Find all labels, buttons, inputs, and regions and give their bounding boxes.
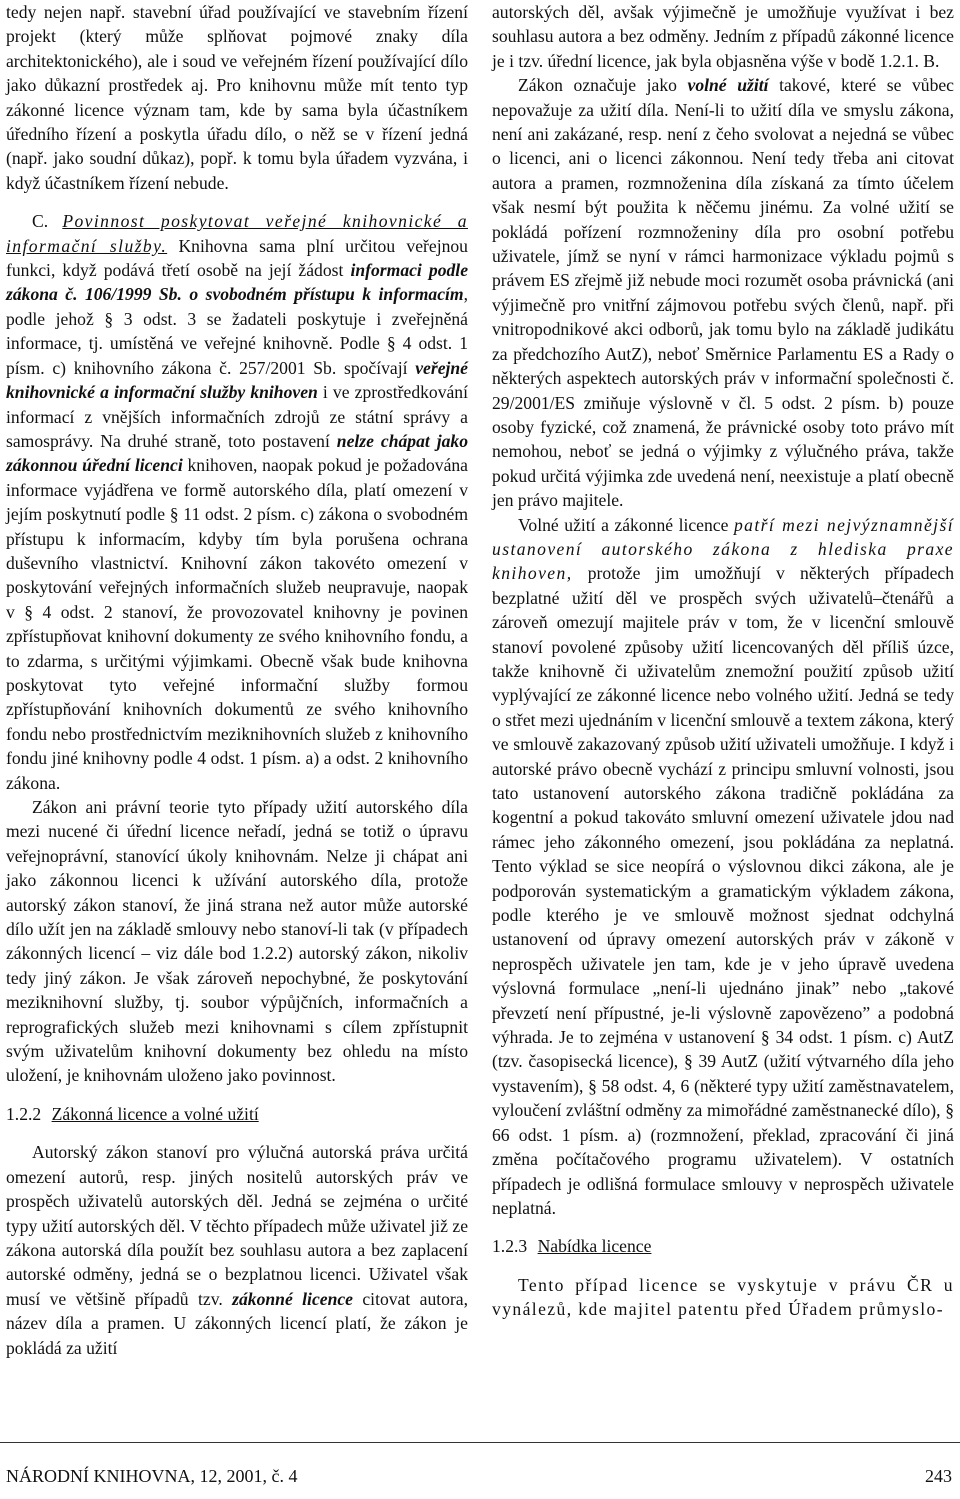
left-column (6, 0, 468, 1360)
paragraph (6, 1140, 468, 1360)
footer-divider (0, 1442, 960, 1443)
text-run: knihoven, naopak pokud je požadována informace vyjádřena ve formě autorského díla, platí omezení v jejím poskytnutí podle § 11 odst. 2 písm. c) zákona o svobodném přístupu k informacím, kdyby tím byla porušena ochrana duševního vlastnictví. Knihovní zákon takovéto omezení v poskytování veřejných informačních služeb neupravuje, naopak v § 4 odst. 2 stanoví, že provozovatel knihovny je povinen zpřístupňovat knihovní dokumenty ze svého knihovního fondu, a to zdarma, s určitými výjimkami. Obecně však bude knihovna poskytovat tyto veřejné informační služby formou zpřístupňování knihovních dokumentů ze svého knihovního fondu nebo prostřednictvím meziknihovních služeb z knihovního fondu jiné knihovny podle 4 odst. 1 písm. a) a odst. 2 knihovního zákona. (6, 455, 468, 793)
paragraph: autorských děl, avšak výjimečně je umožňuje využívat i bez souhlasu autora a bez odměny. Jedním z případů zákonné licence je i tzv. úřední licence, jak byla objasněna výše v bodě 1.2.1. B. (492, 2, 954, 71)
text-run: citovat autora, název díla a pramen. U zákonných licencí platí, že zákon je pokládá za užití (6, 1288, 468, 1358)
text-run: Autorský zákon stanoví pro výlučná autorská práva určitá omezení autorů, resp. jiných nositelů autorských práv ve prospěch uživatelů autorských děl. Jedná se zejména o určité typy užití autorských děl. V těchto případech může uživatel již ze zákona autorská díla použít bez souhlasu autora a bez zaplacení autorské odměny, jedná se o bezplatnou licenci. Uživatel však musí ve většině případů tzv. (6, 1142, 468, 1309)
emphasis-text: zákonné licence (232, 1288, 353, 1309)
section-title: Zákonná licence a volné užití (51, 1103, 259, 1124)
right-column (492, 0, 954, 1322)
text-run: i ve zprostředkování informací z vnějších informačních zdrojů ze státní správy a samosprávy. Na druhé straně, toto postavení (6, 382, 468, 451)
paragraph (492, 513, 954, 1221)
page-number: 243 (925, 1466, 952, 1486)
footer-journal: NÁRODNÍ KNIHOVNA, 12, 2001, č. 4 (6, 1466, 298, 1486)
paragraph: Zákon ani právní teorie tyto případy užití autorského díla mezi nucené či úřední licence neřadí, jedná se totiž o úpravu veřejnoprávní, stanovící úkoly knihovnám. Nelze ji chápat ani jako zákonnou licenci k užívání autorského díla, protože autorský zákon stanoví, že jiná strana než autor může autorské dílo užít jen na základě smlouvy nebo stanoví-li tak (v případech zákonných licencí – viz dále bod 1.2.2) autorský zákon, nikoliv tedy jiný zákon. Je však zároveň nepochybné, že poskytování meziknihovní služby, tj. soubor výpůjčních, informačních a reprografických služeb mezi knihovnami s cílem zpřístupnit svým uživatelům knihovní dokumenty bez ohledu na místo uložení, je knihovnám uloženo jako povinnost. (6, 797, 468, 1086)
section-number: 1.2.3 (492, 1236, 528, 1257)
section-heading-1-2-2 (6, 1102, 468, 1126)
section-c-paragraph (6, 209, 468, 795)
paragraph: tedy nejen např. stavební úřad používající ve stavebním řízení projekt (který může splňovat pojmové znaky díla architektonického), ale i soud ve veřejném řízení používající dílo jako důkazní prostředek aj. Pro knihovnu může mít tento typ zákonné licence význam tam, kde by sama byla účastníkem úředního řízení a poskytla úřadu dílo, o něž se v řízení jedná (např. jako soudní důkaz), popř. k tomu byla úřadem vyzvána, i když účastníkem řízení nebude. (6, 2, 468, 193)
emphasis-text: informaci podle zákona č. 106/1999 Sb. o svobodném přístupu k informacím (6, 260, 468, 305)
text-run: Zákon označuje jako (518, 75, 688, 96)
emphasis-text: veřejné knihovnické a informační služby knihoven (6, 357, 468, 403)
italic-text: patří mezi nejvýznamnější ustanovení autorského zákona z hlediska praxe knihoven, (492, 514, 954, 584)
section-c-title: Povinnost poskytovat veřejné knihovnické a informační služby. (6, 211, 468, 256)
section-heading-1-2-3 (492, 1234, 954, 1258)
text-run: Knihovna sama plní určitou veřejnou funkci, když podává třetí osobě na její žádost (6, 235, 468, 281)
section-c-label: C. (32, 211, 49, 232)
text-run: takové, které se vůbec nepovažuje za užití díla. Není-li to užití díla ve smyslu zákona, není ani zakázané, resp. není z čeho svolovat a nejedná se vůbec o licenci, ani o licenci zákonnou. Není tedy třeba ani citovat autora a pramen, rozmnoženina díla získaná za tímto účelem však nesmí být použita k něčemu jinému. Za volné užití se pokládá pořízení rozmnoženiny díla pro osobní potřebu uživatele, jímž se nyní v rámci harmonizace výkladu pojmů s právem ES zřejmě již nebude moci rozumět osoba právnická (ani výjimečně pro vnitřní zájmovou potřebu svých členů, např. při vnitropodnikové akci odborů, jak tomu bylo na základě judikátu za předchozího AutZ), neboť Směrnice Parlamentu ES a Rady o některých aspektech autorských práv v informační společnosti č. 29/2001/ES zmiňuje výslovně v čl. 5 odst. 2 písm. b) pouze osoby fyzické, což znamená, že právnické osoby toto právo mít nemohou, neboť se jedná o výjimky z výlučného práva, takže pokud určitá výjimka zde uvedená není, neexistuje a platí obecně jen právo majitele. (492, 75, 954, 511)
text-run: Volné užití a zákonné licence (518, 514, 734, 535)
emphasis-text: volné užití (687, 75, 769, 96)
paragraph (492, 73, 954, 512)
text-run: , podle jehož § 3 odst. 3 se žadateli poskytuje i zveřejněná informace, tj. umístěná ve veřejné knihovně. Podle § 4 odst. 1 písm. c) knihovního zákona č. 257/2001 Sb. spočívají (6, 284, 468, 378)
paragraph: Tento případ licence se vyskytuje v právu ČR u vynálezů, kde majitel patentu před Úřadem průmyslo- (492, 1274, 954, 1320)
section-title: Nabídka licence (537, 1236, 652, 1257)
text-run: protože jim umožňují v některých případech bezplatné užití děl ve prospěch svých uživatelů–čtenářů a zároveň omezují majitele práv v tom, že v licenční smlouvě stanoví povolené způsoby užití licencovaných děl příliš úzce, takže knihovně či uživatelům znemožní použití způsob užití vyplývající ze zákonné licence nebo volného užití. Jedná se tedy o střet mezi ujednáním v licenční smlouvě a textem zákona, který ve smlouvě zakazovaný způsob užití uživateli umožňuje. I když i autorské právo obecně vychází z principu smluvní volnosti, jsou tato ustanovení autorského zákona tradičně pokládána za kogentní a pokud takováto smluvní omezení uživatele jdou nad rámec jeho zákonného omezení, jsou pokládána za neplatná. Tento výklad se sice neopírá o výslovnou dikci zákona, ale je podporován systematickým a gramatickým výkladem zákona, podle kterého je ve smlouvě možnost sjednat odchylná ustanovení od úpravy omezení autorských práv v zákoně v neprospěch uživatele jen tam, kde je v jeho úpravě uvedena výslovná formulace „není-li ujednáno jinak” nebo „takové převzetí není přípustné, je-li výslovně zapovězeno” a podobná výhrada. Je to zejména v ustanovení § 34 odst. 1 písm. c) AutZ (tzv. časopisecká licence), § 39 AutZ (užití výtvarného díla jeho vystavením), § 58 odst. 4, 6 (některé typy užití zaměstnavatelem, vyloučení zvláštní odměny za mimořádné zaměstnanecké dílo), § 66 odst. 1 písm. a) (rozmnožení, překlad, zpracování či jiná změna počítačového programu uživatelem). V ostatních případech je odlišná formulace smlouvy v neprospěch uživatele neplatná. (492, 563, 954, 1218)
section-number: 1.2.2 (6, 1103, 42, 1124)
emphasis-text: nelze chápat jako zákonnou úřední licenci (6, 430, 468, 476)
